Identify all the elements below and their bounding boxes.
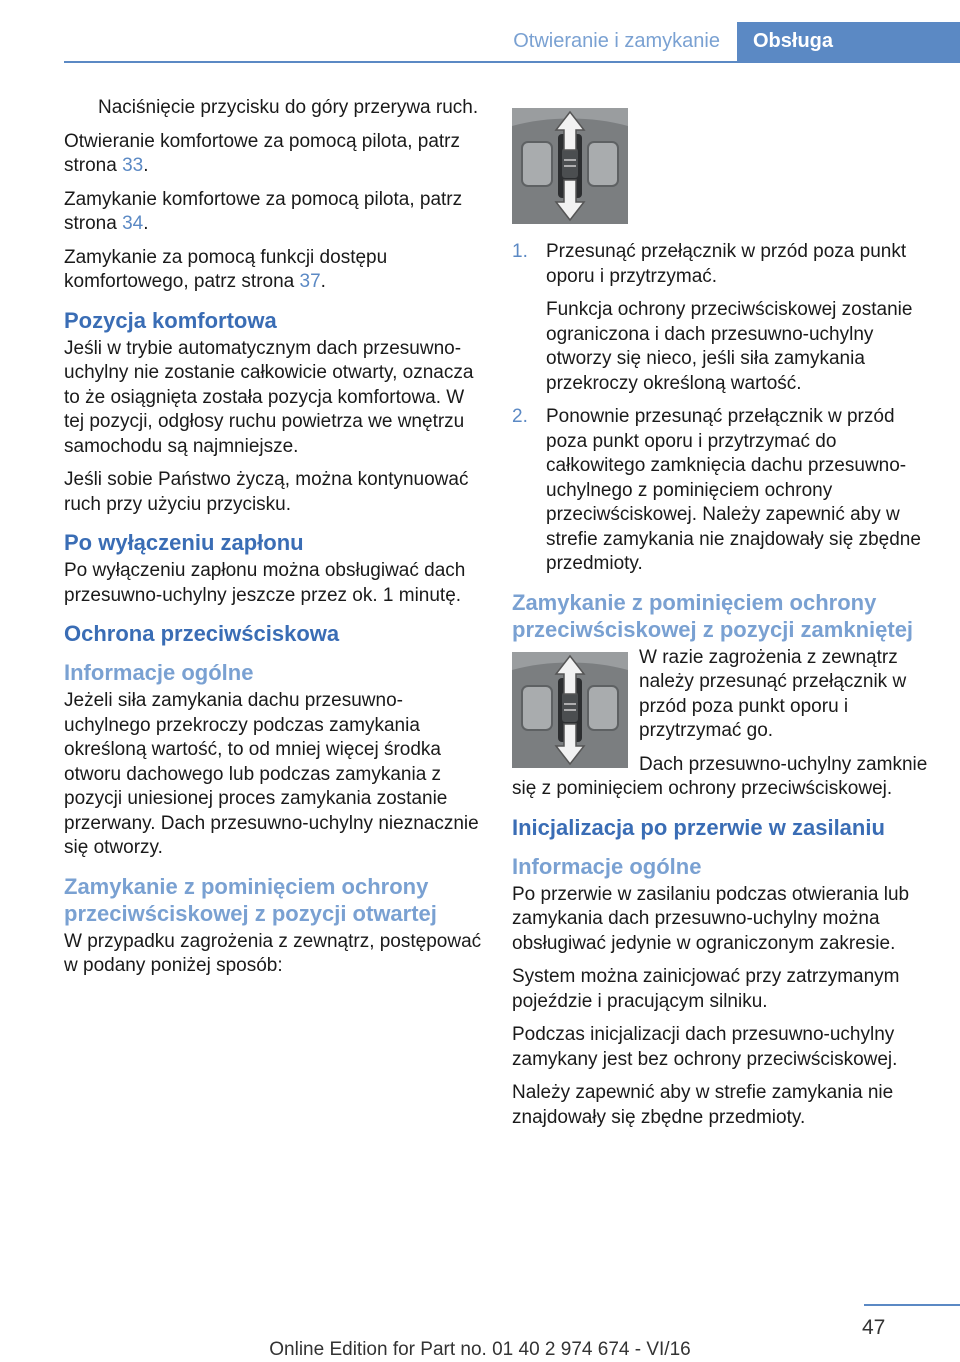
step-1: [512, 240, 932, 396]
subheading-general-info-2: Informacje ogólne: [512, 853, 702, 879]
header-rule: [64, 61, 960, 63]
heading-pinch-protection: Ochrona przeciwściskowa: [64, 621, 340, 646]
step-number: 2.: [512, 406, 528, 427]
heading-ignition-off: Po wyłączeniu zapłonu: [64, 530, 304, 555]
step-2: [512, 405, 932, 577]
pinch-protection-text: Jeżeli siła zamykania dachu przesuwno-uchylnego przekroczy podczas zamykania określoną wartość, to od mniej więcej środka otworu dachowego lub podczas zamykania z pozycji uniesionej proces zamykania zostanie przerwany. Dach przesuwno-uchylny nieznacznie się otworzy.: [64, 690, 479, 858]
page-link-33[interactable]: 33: [122, 155, 144, 176]
header-chapter-tab: Obsługa: [737, 22, 960, 63]
switch-push-forward-figure: [512, 108, 628, 224]
step-number: 1.: [512, 241, 528, 262]
step-text: Ponownie przesunąć przełącznik w przód poza punkt oporu i przytrzymać do całkowitego zamknięcia dachu przesuwno-uchylnego z pominięciem ochrony przeciwściskowej. Należy zapewnić aby w strefie zamykania nie znajdowały się zbędne przedmioty.: [546, 406, 921, 574]
crossref-remote-close: Zamykanie komfortowe za pomocą pilota, patrz strona 34.: [64, 188, 463, 234]
crossref-remote-open: Otwieranie komfortowe za pomocą pilota, patrz strona 33.: [64, 130, 461, 176]
edition-footer: Online Edition for Part no. 01 40 2 974 674 - VI/16: [269, 1339, 691, 1360]
comfort-position-continue: Jeśli sobie Państwo życzą, można kontynuować ruch przy użyciu przycisku.: [64, 469, 469, 515]
override-closed-result: Dach przesuwno-uchylny zamknie się z pominięciem ochrony przeciwściskowej.: [512, 753, 928, 799]
left-column: [64, 96, 484, 988]
sunroof-switch-icon: [512, 652, 628, 768]
step-subtext: Funkcja ochrony przeciwściskowej zostanie ograniczona i dach przesuwno-uchylny otworzy się nieco, jeśli siła zamykania przekroczy określoną wartość.: [546, 299, 913, 394]
footer-rule: [864, 1304, 960, 1306]
subheading-override-closed: Zamykanie z pominięciem ochrony przeciwściskowej z pozycji zamkniętej: [512, 589, 914, 642]
switch-closed-figure: [512, 652, 628, 768]
sunroof-switch-icon: [512, 108, 628, 224]
ignition-off-text: Po wyłączeniu zapłonu można obsługiwać dach przesuwno-uchylny jeszcze przez ok. 1 minutę.: [64, 560, 466, 606]
comfort-position-text: Jeśli w trybie automatycznym dach przesuwno-uchylny nie zostanie całkowicie otwarty, oznacza to że osiągnięta została pozycja komfortowa. W tej pozycji, odgłosy ruchu powietrza we wnętrzu samochodu są najmniejsze.: [64, 337, 474, 457]
init-text-4: Należy zapewnić aby w strefie zamykania nie znajdowały się zbędne przedmioty.: [512, 1082, 894, 1128]
subheading-general-info: Informacje ogólne: [64, 660, 254, 685]
step-text: Przesunąć przełącznik w przód poza punkt oporu i przytrzymać.: [546, 241, 907, 287]
heading-comfort-position: Pozycja komfortowa: [64, 307, 277, 333]
right-column: [512, 96, 932, 1139]
subheading-override-open: Zamykanie z pominięciem ochrony przeciwściskowej z pozycji otwartej: [64, 873, 437, 926]
override-closed-text: W razie zagrożenia z zewnątrz należy przesunąć przełącznik w przód poza punkt oporu i przytrzymać go.: [639, 646, 907, 741]
init-text-3: Podczas inicjalizacji dach przesuwno-uchylny zamykany jest bez ochrony przeciwściskowej.: [512, 1024, 898, 1070]
crossref-comfort-access: Zamykanie za pomocą funkcji dostępu komfortowego, patrz strona 37.: [64, 246, 388, 292]
heading-initialization: Inicjalizacja po przerwie w zasilaniu: [512, 814, 885, 840]
init-text-2: System można zainicjować przy zatrzymanym pojeździe i pracującym silniku.: [512, 966, 900, 1012]
page-number: 47: [862, 1316, 886, 1339]
override-open-text: W przypadku zagrożenia z zewnątrz, postępować w podany poniżej sposób:: [64, 930, 482, 976]
init-text-1: Po przerwie w zasilaniu podczas otwierania lub zamykania dach przesuwno-uchylny można obsługiwać jedynie w ograniczonym zakresie.: [512, 883, 910, 954]
stop-note: Naciśnięcie przycisku do góry przerywa ruch.: [98, 97, 479, 118]
page-link-34[interactable]: 34: [122, 213, 144, 234]
page-link-37[interactable]: 37: [299, 271, 321, 292]
header-section-title: Otwieranie i zamykanie: [513, 30, 720, 52]
